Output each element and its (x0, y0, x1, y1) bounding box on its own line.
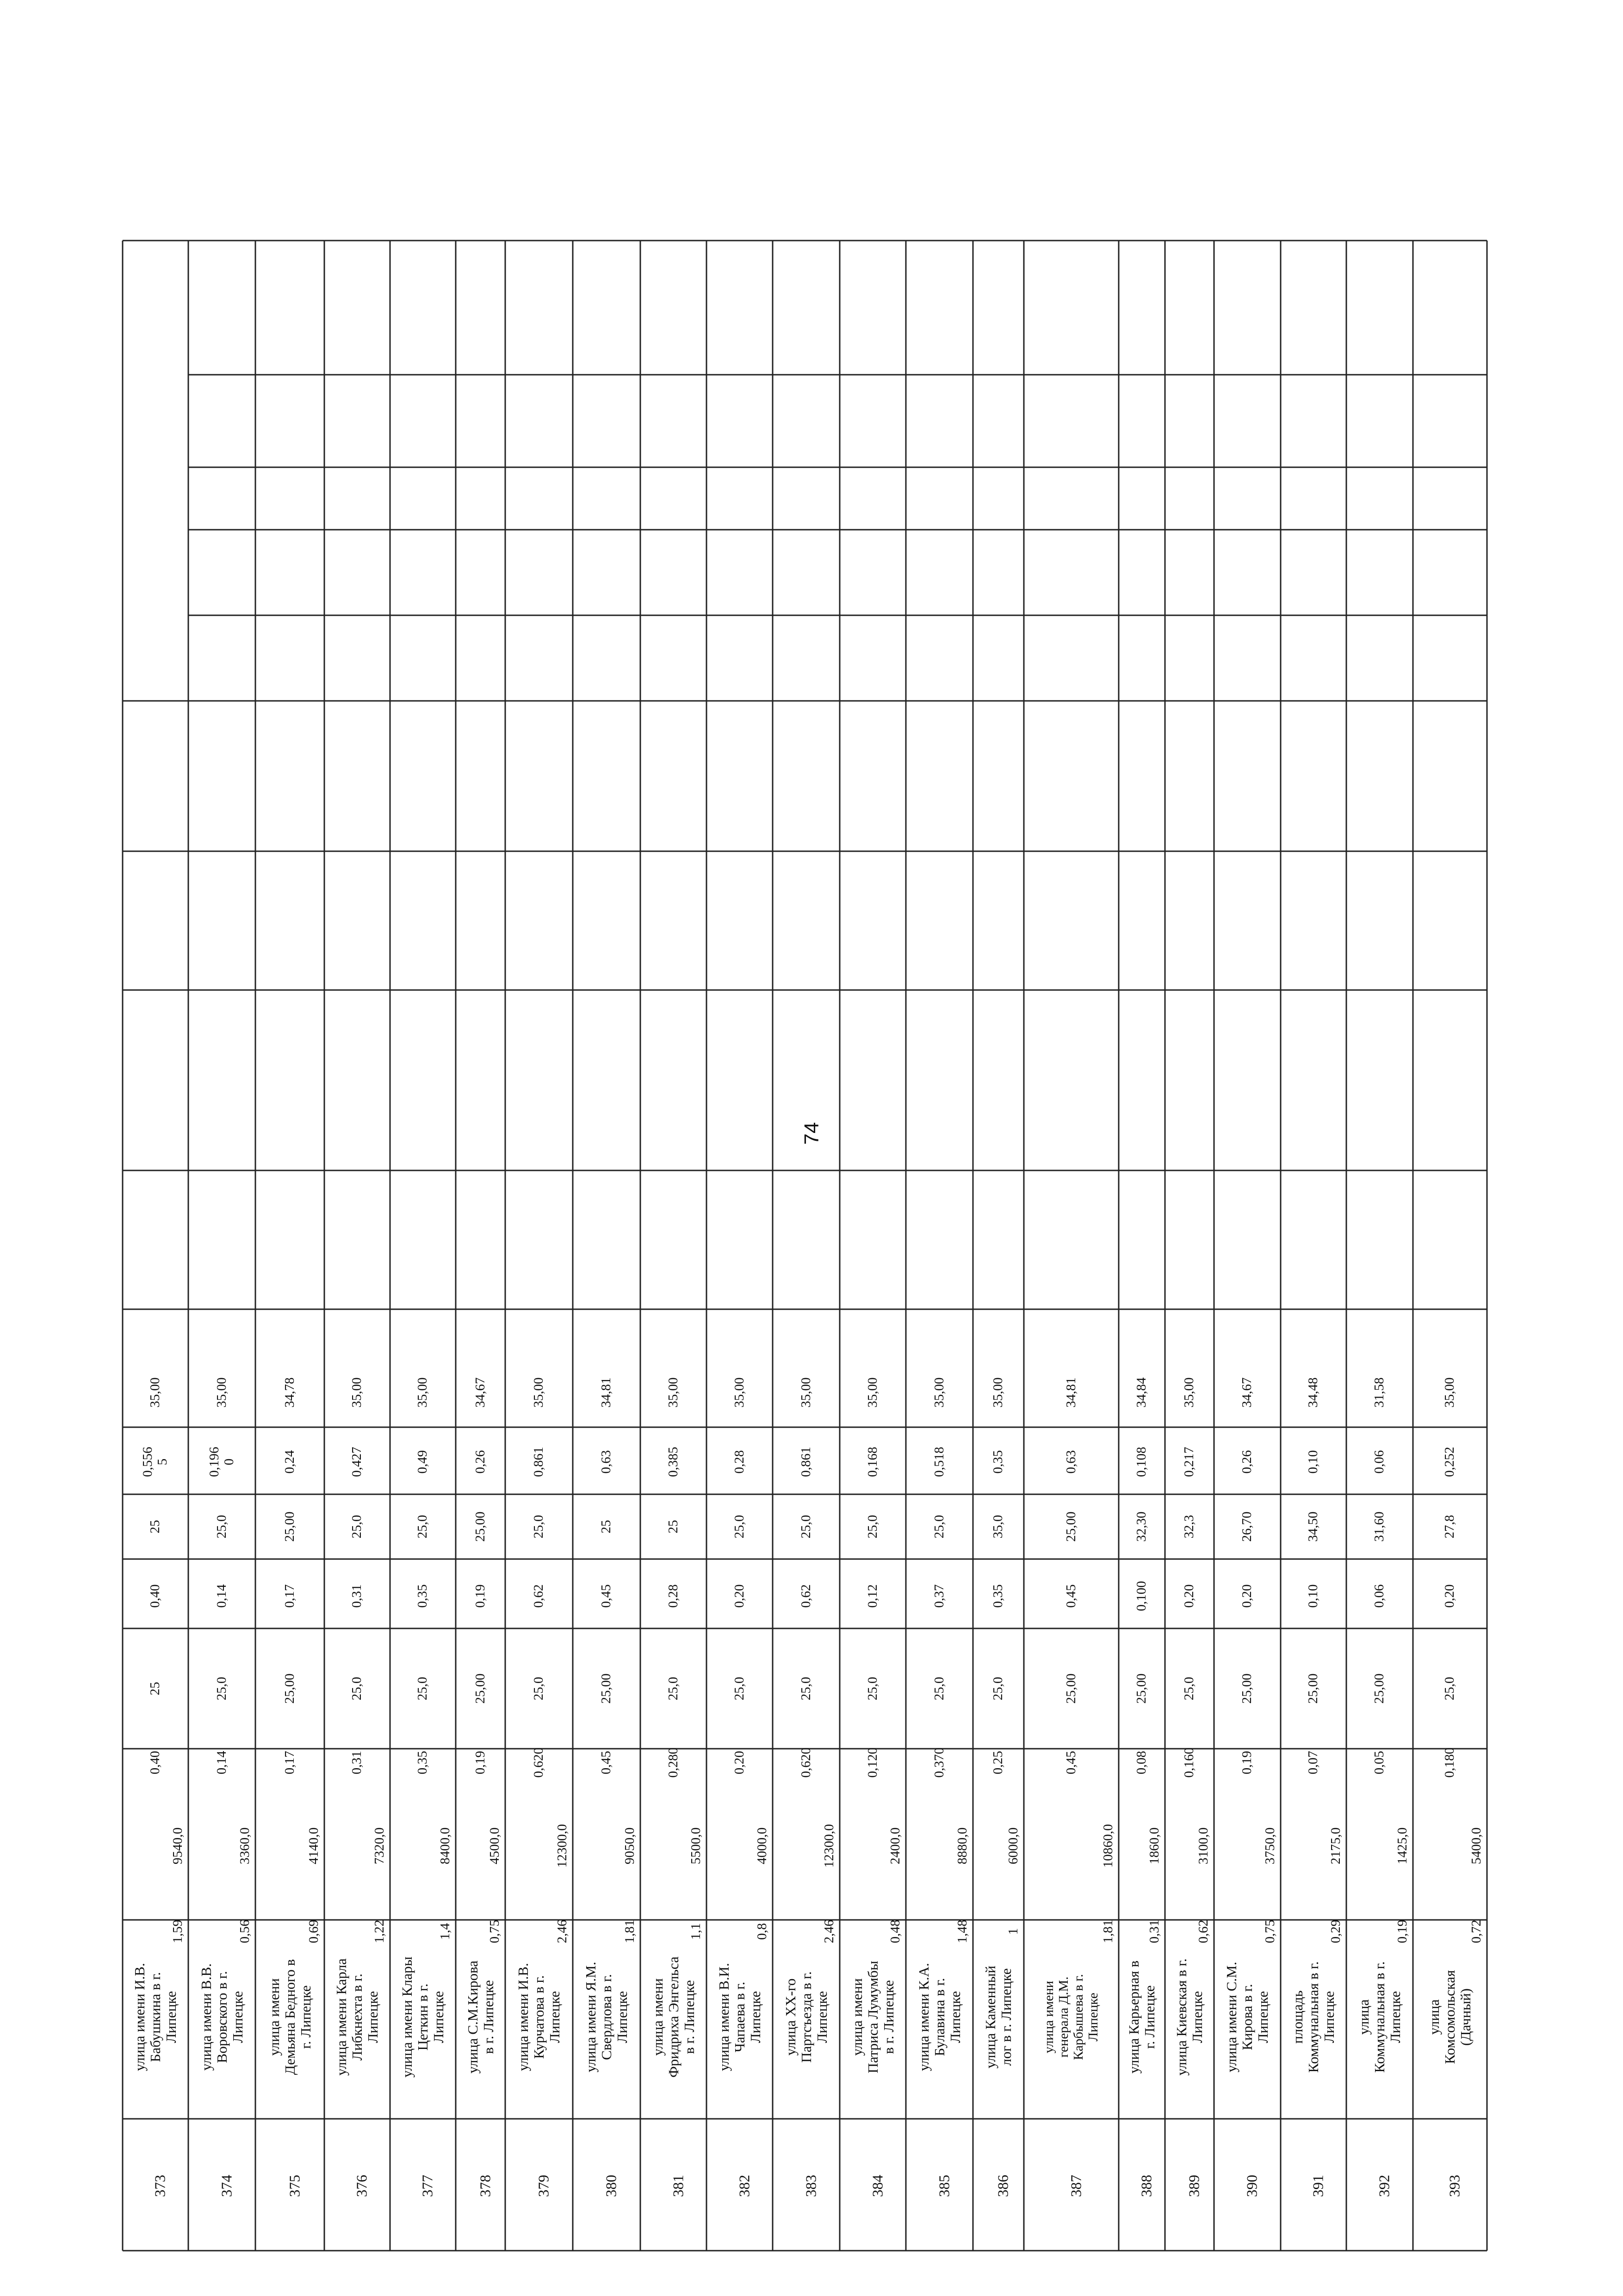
row-number: 373 (151, 2175, 168, 2197)
value-cell: 0,17 (282, 1751, 297, 1775)
value-cell: 25,0 (931, 1515, 947, 1539)
value-cell: 25,0 (798, 1677, 813, 1701)
road-name-line: Липецке (365, 1991, 381, 2043)
value-cell: 0,35 (991, 1584, 1006, 1608)
value-cell: 35,00 (665, 1377, 681, 1408)
road-name-line: улица имени С.М. (1223, 1962, 1239, 2073)
length-km: 0,48 (888, 1919, 903, 1943)
length-km: 2,46 (822, 1919, 837, 1943)
road-name-line: улица имени В.В. (198, 1963, 214, 2071)
area-sqm: 5400,0 (1469, 1827, 1484, 1864)
value-cell: 25,0 (865, 1677, 880, 1701)
value-cell: 26,70 (1239, 1511, 1255, 1542)
length-km: 0,29 (1328, 1919, 1344, 1943)
value-cell: 25,0 (349, 1677, 365, 1701)
row-number: 374 (218, 2175, 235, 2197)
road-name-line: Липецке (1321, 1991, 1338, 2043)
value-cell: 0,19 (472, 1584, 488, 1608)
road-name (1042, 1974, 1101, 2060)
road-name-line: лог в г. Липецке (998, 1968, 1014, 2066)
value-cell: 0,45 (599, 1584, 614, 1608)
value-cell: 25,00 (472, 1511, 488, 1542)
road-name-line: улица XX-го (782, 1978, 799, 2056)
row-number: 379 (535, 2175, 552, 2197)
road-name (465, 1961, 496, 2073)
value-cell: 0,14 (214, 1751, 229, 1775)
road-name-line: улица имени (266, 1978, 282, 2056)
road-name-line: Карбышева в г. (1071, 1974, 1086, 2061)
value-cell: 25,00 (1306, 1673, 1321, 1704)
road-name (1174, 1958, 1205, 2075)
road-name-line: улица имени К.А. (915, 1963, 932, 2071)
value-cell: 0,20 (1182, 1584, 1197, 1608)
road-name-line: улица С.М.Кирова (464, 1960, 481, 2074)
value-cell: 0,45 (1063, 1584, 1078, 1608)
road-name (266, 1959, 313, 2075)
road-name (132, 1963, 179, 2071)
value-cell: 35,00 (349, 1377, 365, 1408)
road-name-line: г. Липецке (1141, 1985, 1158, 2049)
value-cell: 0,28 (731, 1450, 747, 1474)
value-cell: 35,00 (531, 1377, 546, 1408)
value-cell: 31,60 (1372, 1511, 1387, 1542)
value-cell: 0,620 (798, 1747, 813, 1778)
road-name-line: Липецке (229, 1991, 246, 2043)
value-cell: 34,81 (1063, 1377, 1078, 1408)
road-name-line: Липецке (163, 1991, 180, 2043)
area-sqm: 2175,0 (1328, 1827, 1344, 1864)
value-cell: 35,00 (214, 1377, 229, 1408)
road-name-line: в г. Липецке (880, 1980, 897, 2054)
road-name-line: Липецке (430, 1991, 447, 2043)
road-name-line: Свердлова в г. (598, 1974, 614, 2060)
value-cell: 0,35 (415, 1751, 430, 1775)
value-cell: 25,00 (1063, 1511, 1078, 1542)
length-km: 1,81 (1101, 1919, 1116, 1943)
road-name-line: Липецке (1255, 1991, 1271, 2043)
value-cell: 0,63 (1063, 1450, 1078, 1474)
value-cell: 0,35 (415, 1584, 430, 1608)
road-name (399, 1956, 446, 2077)
road-name-line: Курчатова в г. (530, 1975, 547, 2059)
value-cell: 25,0 (731, 1677, 747, 1701)
road-name-line: Цеткин в г. (414, 1983, 431, 2051)
road-name-line: в г. Липецке (480, 1980, 496, 2054)
area-sqm: 4500,0 (487, 1827, 502, 1864)
area-sqm: 8400,0 (438, 1827, 453, 1864)
value-cell: 32,30 (1134, 1511, 1149, 1542)
length-km: 1,81 (622, 1919, 638, 1943)
value-cell: 0,19 (472, 1751, 488, 1775)
value-cell: 35,00 (991, 1377, 1006, 1408)
value-cell: 0,08 (1134, 1751, 1149, 1775)
row-number: 376 (353, 2175, 370, 2197)
length-km: 1,4 (438, 1923, 453, 1940)
value-cell: 25 (148, 1682, 163, 1696)
value-cell: 25,0 (415, 1677, 430, 1701)
value-cell: 0,556 5 (140, 1447, 170, 1477)
value-cell: 35,00 (415, 1377, 430, 1408)
value-cell: 34,67 (472, 1377, 488, 1408)
value-cell: 0,20 (731, 1584, 747, 1608)
value-cell: 0,07 (1306, 1751, 1321, 1775)
value-cell: 25,00 (599, 1673, 614, 1704)
road-name (716, 1963, 763, 2071)
road-name-line: улица (1355, 1999, 1372, 2035)
road-name-line: Коммунальная в г. (1305, 1961, 1321, 2073)
row-number: 387 (1067, 2175, 1084, 2197)
row-number: 388 (1138, 2175, 1155, 2197)
area-sqm: 6000,0 (1006, 1827, 1021, 1864)
row-number: 383 (802, 2175, 819, 2197)
value-cell: 35,00 (931, 1377, 947, 1408)
road-name (916, 1963, 963, 2071)
value-cell: 0,518 (931, 1447, 947, 1477)
value-cell: 0,10 (1306, 1584, 1321, 1608)
value-cell: 25,0 (214, 1515, 229, 1539)
row-number: 375 (286, 2175, 303, 2197)
length-km: 0,75 (487, 1919, 502, 1943)
length-km: 0,69 (306, 1919, 322, 1943)
value-cell: 31,58 (1372, 1377, 1387, 1408)
value-cell: 0,19 (1239, 1751, 1255, 1775)
value-cell: 25 (665, 1520, 681, 1534)
length-km: 1,22 (372, 1919, 387, 1943)
value-cell: 0,35 (991, 1450, 1006, 1474)
row-number: 378 (477, 2175, 494, 2197)
value-cell: 25,0 (1442, 1677, 1457, 1701)
road-name-line: генерала Д.М. (1056, 1976, 1071, 2058)
row-number: 380 (602, 2175, 619, 2197)
road-name-line: улица имени (649, 1978, 666, 2056)
row-number: 382 (736, 2175, 753, 2197)
value-cell: 25,00 (472, 1673, 488, 1704)
value-cell: 0,20 (1442, 1584, 1457, 1608)
area-sqm: 9540,0 (170, 1827, 186, 1864)
length-km: 1 (1006, 1928, 1021, 1935)
value-cell: 34,67 (1239, 1377, 1255, 1408)
value-cell: 0,12 (865, 1584, 880, 1608)
road-name (515, 1963, 563, 2071)
road-name-line: улица Киевская в г. (1173, 1958, 1189, 2076)
row-number: 377 (419, 2175, 436, 2197)
value-cell: 25,00 (282, 1511, 297, 1542)
value-cell: 0,31 (349, 1751, 365, 1775)
value-cell: 0,196 0 (206, 1447, 236, 1477)
value-cell: 25,0 (415, 1515, 430, 1539)
value-cell: 0,45 (599, 1751, 614, 1775)
road-name-line: Воровского в г. (213, 1971, 230, 2063)
value-cell: 25,0 (731, 1515, 747, 1539)
value-cell: 0,160 (1182, 1747, 1197, 1778)
value-cell: 25,0 (349, 1515, 365, 1539)
value-cell: 0,45 (1063, 1751, 1078, 1775)
value-cell: 0,252 (1442, 1447, 1457, 1477)
value-cell: 25,0 (798, 1515, 813, 1539)
value-cell: 25,0 (991, 1677, 1006, 1701)
value-cell: 34,78 (282, 1377, 297, 1408)
area-sqm: 4140,0 (306, 1827, 322, 1864)
value-cell: 0,40 (148, 1584, 163, 1608)
value-cell: 0,100 (1134, 1581, 1149, 1611)
road-name-line: Демьяна Бедного в (281, 1959, 298, 2075)
value-cell: 35,0 (991, 1515, 1006, 1539)
value-cell: 25,00 (1239, 1673, 1255, 1704)
value-cell: 0,120 (865, 1747, 880, 1778)
road-name (849, 1961, 896, 2073)
road-name-line: площадь (1289, 1990, 1306, 2044)
row-number: 389 (1185, 2175, 1202, 2197)
value-cell: 35,00 (1182, 1377, 1197, 1408)
value-cell: 34,48 (1306, 1377, 1321, 1408)
value-cell: 25,0 (665, 1677, 681, 1701)
road-name (583, 1962, 630, 2073)
road-name-line: Коммунальная в г. (1371, 1961, 1388, 2073)
area-sqm: 1425,0 (1395, 1827, 1410, 1864)
value-cell: 0,10 (1306, 1450, 1321, 1474)
length-km: 0,8 (755, 1923, 770, 1940)
area-sqm: 12300,0 (555, 1824, 570, 1868)
area-sqm: 7320,0 (372, 1827, 387, 1864)
road-name-line: в г. Липецке (681, 1980, 697, 2054)
value-cell: 25,0 (531, 1515, 546, 1539)
value-cell: 27,8 (1442, 1515, 1457, 1539)
road-name-line: улица имени В.И. (715, 1963, 732, 2071)
value-cell: 34,84 (1134, 1377, 1149, 1408)
value-cell: 25,0 (931, 1677, 947, 1701)
road-name-line: Комсомольская (1441, 1970, 1458, 2064)
value-cell: 25,00 (282, 1673, 297, 1704)
value-cell: 0,427 (349, 1447, 365, 1477)
value-cell: 25,00 (1372, 1673, 1387, 1704)
area-sqm: 4000,0 (755, 1827, 770, 1864)
area-sqm: 3100,0 (1196, 1827, 1211, 1864)
row-number: 381 (669, 2175, 687, 2197)
length-km: 1,48 (955, 1919, 970, 1943)
value-cell: 34,50 (1306, 1511, 1321, 1542)
area-sqm: 2400,0 (888, 1827, 903, 1864)
page-number: 74 (800, 1122, 823, 1145)
row-number: 386 (994, 2175, 1011, 2197)
value-cell: 0,24 (282, 1450, 297, 1474)
road-name (198, 1963, 245, 2071)
road-name-line: улица имени (849, 1978, 865, 2056)
value-cell: 0,385 (665, 1447, 681, 1477)
value-cell: 25,00 (1134, 1673, 1149, 1704)
value-cell: 25 (148, 1520, 163, 1534)
length-km: 1,59 (170, 1919, 186, 1943)
value-cell: 0,26 (472, 1450, 488, 1474)
road-name (650, 1956, 697, 2078)
area-sqm: 12300,0 (822, 1824, 837, 1868)
road-name-line: (Дачный) (1457, 1988, 1474, 2046)
value-cell: 0,861 (798, 1447, 813, 1477)
row-number: 384 (869, 2175, 886, 2197)
value-cell: 35,00 (1442, 1377, 1457, 1408)
road-name-line: Булавина в г. (931, 1978, 948, 2056)
road-name-line: Липецке (747, 1991, 763, 2043)
value-cell: 0,06 (1372, 1450, 1387, 1474)
road-name-line: г. Липецке (297, 1985, 314, 2049)
road-name (782, 1971, 830, 2062)
road-name-line: Бабушкина в г. (147, 1972, 163, 2062)
row-number: 393 (1446, 2175, 1463, 2197)
road-name-line: Кирова в г. (1239, 1984, 1255, 2050)
road-name-line: Патриса Лумумбы (864, 1961, 881, 2073)
value-cell: 25,0 (531, 1677, 546, 1701)
length-km: 0,62 (1196, 1919, 1211, 1943)
length-km: 0,72 (1469, 1919, 1484, 1943)
road-name-line: улица имени Карла (333, 1958, 349, 2076)
area-sqm: 10860,0 (1101, 1824, 1116, 1868)
road-name-line: Партсъезда в г. (798, 1971, 814, 2063)
road-name-line: улица имени И.В. (131, 1963, 148, 2071)
road-name-line: улица имени (1041, 1980, 1056, 2054)
road-name-line: улица имени Я.М. (582, 1962, 599, 2073)
value-cell: 0,620 (531, 1747, 546, 1778)
value-cell: 0,14 (214, 1584, 229, 1608)
length-km: 0,56 (237, 1919, 253, 1943)
value-cell: 0,62 (531, 1584, 546, 1608)
row-number: 392 (1375, 2175, 1393, 2197)
value-cell: 0,63 (599, 1450, 614, 1474)
row-number: 391 (1309, 2175, 1326, 2197)
road-name-line: Липецке (1189, 1991, 1205, 2043)
road-name (1224, 1962, 1271, 2073)
value-cell: 0,28 (665, 1584, 681, 1608)
value-cell: 35,00 (798, 1377, 813, 1408)
row-number: 390 (1243, 2175, 1260, 2197)
value-cell: 25,00 (1063, 1673, 1078, 1704)
road-name (334, 1958, 381, 2076)
road-name-line: Липецке (614, 1991, 631, 2043)
road-name (1426, 1970, 1474, 2064)
value-cell: 0,20 (1239, 1584, 1255, 1608)
road-name-line: улица имени И.В. (514, 1963, 531, 2071)
value-cell: 0,26 (1239, 1450, 1255, 1474)
value-cell: 0,370 (931, 1747, 947, 1778)
length-km: 2,46 (555, 1919, 570, 1943)
road-name (983, 1966, 1014, 2068)
value-cell: 32,3 (1182, 1515, 1197, 1539)
road-name-line: улица Каменный (982, 1965, 998, 2069)
value-cell: 0,49 (415, 1450, 430, 1474)
area-sqm: 1860,0 (1147, 1827, 1162, 1864)
road-name-line: Липецке (1387, 1991, 1404, 2043)
value-cell: 0,180 (1442, 1747, 1457, 1778)
area-sqm: 5500,0 (688, 1827, 704, 1864)
road-name-line: улица (1425, 1999, 1442, 2035)
value-cell: 35,00 (731, 1377, 747, 1408)
area-sqm: 3750,0 (1263, 1827, 1278, 1864)
value-cell: 0,31 (349, 1584, 365, 1608)
value-cell: 0,108 (1134, 1447, 1149, 1477)
value-cell: 35,00 (865, 1377, 880, 1408)
length-km: 0,75 (1263, 1919, 1278, 1943)
value-cell: 0,05 (1372, 1751, 1387, 1775)
length-km: 0,19 (1395, 1919, 1410, 1943)
value-cell: 0,40 (148, 1751, 163, 1775)
road-name-line: Фридриха Энгельса (665, 1956, 681, 2078)
value-cell: 0,37 (931, 1584, 947, 1608)
road-name (1356, 1962, 1403, 2073)
length-km: 0,31 (1147, 1919, 1162, 1943)
area-sqm: 8880,0 (955, 1827, 970, 1864)
value-cell: 0,20 (731, 1751, 747, 1775)
value-cell: 25,0 (865, 1515, 880, 1539)
length-km: 1,1 (688, 1923, 704, 1940)
road-name-line: Липецке (813, 1991, 830, 2043)
road-name-line: Липецке (947, 1991, 963, 2043)
road-name-line: Чапаева в г. (731, 1981, 748, 2053)
value-cell: 0,25 (991, 1751, 1006, 1775)
value-cell: 0,17 (282, 1584, 297, 1608)
road-name-line: улица имени Клары (398, 1956, 415, 2078)
value-cell: 35,00 (148, 1377, 163, 1408)
road-name (1126, 1961, 1158, 2073)
road-name-line: Липецке (546, 1991, 563, 2043)
value-cell: 0,62 (798, 1584, 813, 1608)
area-sqm: 3360,0 (237, 1827, 253, 1864)
value-cell: 25 (599, 1520, 614, 1534)
area-sqm: 9050,0 (622, 1827, 638, 1864)
value-cell: 0,280 (665, 1747, 681, 1778)
value-cell: 25,0 (214, 1677, 229, 1701)
road-name-line: Липецке (1085, 1993, 1101, 2042)
road-name (1290, 1962, 1337, 2073)
value-cell: 25,0 (1182, 1677, 1197, 1701)
road-name-line: Либкнехта в г. (348, 1974, 365, 2061)
value-cell: 0,06 (1372, 1584, 1387, 1608)
value-cell: 0,861 (531, 1447, 546, 1477)
road-name-line: улица Карьерная в (1125, 1960, 1142, 2074)
value-cell: 34,81 (599, 1377, 614, 1408)
value-cell: 0,217 (1182, 1447, 1197, 1477)
row-number: 385 (935, 2175, 953, 2197)
value-cell: 0,168 (865, 1447, 880, 1477)
